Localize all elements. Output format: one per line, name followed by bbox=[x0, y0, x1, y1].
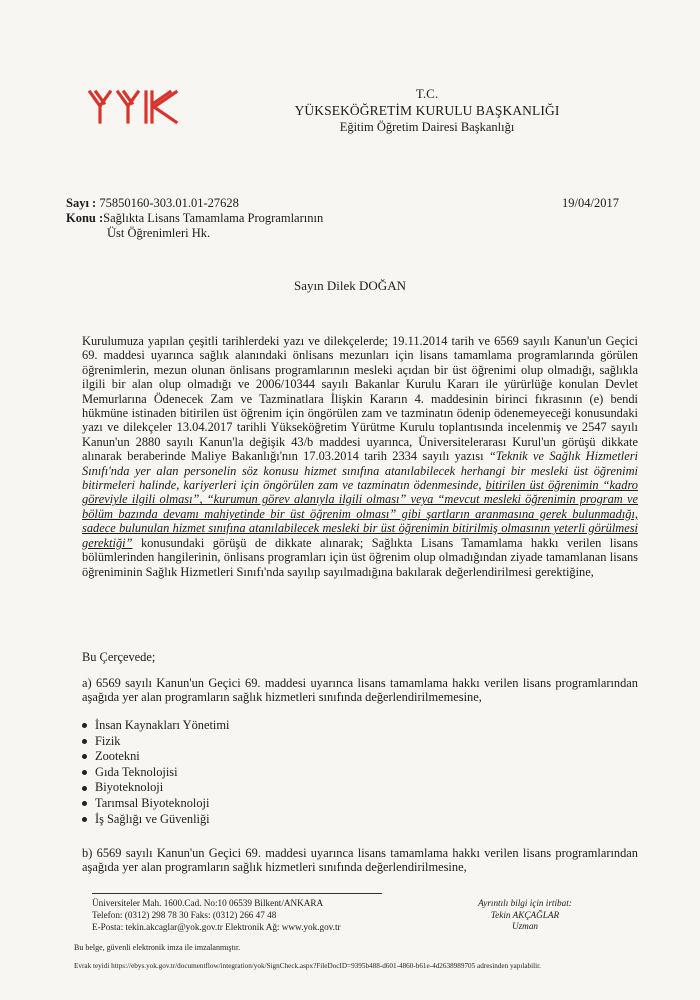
institution-name: YÜKSEKÖĞRETİM KURULU BAŞKANLIĞI bbox=[294, 103, 560, 118]
main-paragraph bbox=[82, 334, 638, 579]
footer-phone: Telefon: (0312) 298 78 30 Faks: (0312) 266 47 48 bbox=[92, 910, 277, 920]
department-name: Eğitim Öğretim Dairesi Başkanlığı bbox=[339, 120, 515, 134]
contact-role: Uzman bbox=[511, 921, 539, 931]
list-item: İnsan Kaynakları Yönetimi bbox=[82, 718, 229, 734]
document-date: 19/04/2017 bbox=[562, 196, 619, 210]
footer-divider bbox=[92, 893, 382, 894]
konu-line-2: Üst Öğrenimleri Hk. bbox=[107, 226, 211, 240]
salutation: Sayın Dilek DOĞAN bbox=[294, 278, 406, 293]
cerceve-heading: Bu Çerçevede; bbox=[82, 650, 156, 664]
yok-logo-icon bbox=[88, 88, 180, 124]
paragraph-b: b) 6569 sayılı Kanun'un Geçici 69. maddesi uyarınca lisans tamamlama hakkı verilen lisans programlarından aşağıda yer alan programların sağlık hizmetleri sınıfında değerlendirilmesine, bbox=[82, 846, 638, 875]
list-item: Biyoteknoloji bbox=[82, 780, 229, 796]
contact-title: Ayrıntılı bilgi için irtibat: bbox=[478, 898, 572, 908]
paragraph-a: a) 6569 sayılı Kanun'un Geçici 69. maddesi uyarınca lisans tamamlama hakkı verilen lisans programlarından aşağıda yer alan programların sağlık hizmetleri sınıfında değerlendirilmemesine, bbox=[82, 676, 638, 705]
body-quote-underlined: bitirilen üst öğrenimin “kadro göreviyle ilgili olması”, “kurumun görev alanıyla ilgili olması” veya “mevcut mesleki öğrenimin program ve bölüm bazında devamı mahiyetinde bir üst öğrenim olması” gibi şartların aranmasına gerek bulunmadığı, sadece bulunulan hizmet sınıfına atanılabilecek mesleki bir üst öğrenimin bitirilmiş olmasının yeterli görülmesi gerektiği” bbox=[82, 478, 638, 550]
list-item: Gıda Teknolojisi bbox=[82, 765, 229, 781]
list-item: Tarımsal Biyoteknoloji bbox=[82, 796, 229, 812]
konu-line-1: Sağlıkta Lisans Tamamlama Programlarının bbox=[103, 211, 324, 225]
konu-label: Konu : bbox=[66, 211, 104, 225]
contact-name: Tekin AKÇAĞLAR bbox=[490, 909, 560, 920]
bullet-icon bbox=[82, 801, 87, 806]
header-tc: T.C. bbox=[415, 86, 439, 101]
sayi-value: 75850160-303.01.01-27628 bbox=[99, 196, 239, 210]
bullet-icon bbox=[82, 754, 87, 759]
bullet-icon bbox=[82, 786, 87, 791]
body-segment-1: Kurulumuza yapılan çeşitli tarihlerdeki yazı ve dilekçelerde; 19.11.2014 tarih ve 6569 sayılı Kanun'un Geçici 69. maddesi uyarınca sağlık alanındaki önlisans mezunları için lisans tamamlama programlarında görülen öğrenimlerin, mezun olunan önlisans programlarının mesleki açıdan bir üst öğrenimi olup olmadığı, sağlıkla ilgili bir alan olup olmadığı ve 2006/10344 sayılı Bakanlar Kurulu Kararı ile yürürlüğe konulan Devlet Memurlarına Ödenecek Zam ve Tazminatlara İlişkin Kararın 4. maddesinin birinci fıkrasının (e) bendi hükmüne istinaden bitirilen üst öğrenim için öngörülen zam ve tazminatın ödenip ödenemeyeceği konusundaki yazı ve dilekçeler 13.04.2017 tarihli Yükseköğretim Yürütme Kurulu toplantısında incelenmiş ve 2547 sayılı Kanun'un 2880 sayılı Kanun'la değişik 43/b maddesi uyarınca, Üniversitelerarası Kurul'un görüşü dikkate alınarak beraberinde Maliye Bakanlığı'nın 17.03.2014 tarih 2334 sayılı yazısı bbox=[82, 334, 638, 464]
letterhead bbox=[262, 86, 592, 135]
program-list bbox=[82, 718, 229, 827]
document-meta bbox=[66, 196, 486, 241]
e-signature-note: Bu belge, güvenli elektronik imza ile imzalanmıştır. bbox=[74, 943, 241, 952]
body-quote-italic: “Teknik ve Sağlık Hizmetleri Sınıfı'nda yer alan personelin söz konusu hizmet sınıfına atanılabilecek herhangi bir mesleki üst öğrenimi bitirmeleri halinde, kariyerleri için öngörülen zam ve tazminatın ödenmesinde, bbox=[82, 449, 638, 493]
verification-link[interactable]: Evrak teyidi https://ebys.yok.gov.tr/documentflow/integration/yok/SignCheck.aspx?FileDocID=9395b488-d601-4860-b61e-4d2638989705 adresinden yapılabilir. bbox=[74, 962, 541, 970]
bullet-icon bbox=[82, 817, 87, 822]
footer-address: Üniversiteler Mah. 1600.Cad. No:10 06539 Bilkent/ANKARA bbox=[92, 898, 324, 908]
list-item: Fizik bbox=[82, 734, 229, 750]
list-item: İş Sağlığı ve Güvenliği bbox=[82, 812, 229, 828]
footer-email: E-Posta: tekin.akcaglar@yok.gov.tr Elektronik Ağ: www.yok.gov.tr bbox=[92, 922, 341, 932]
bullet-icon bbox=[82, 739, 87, 744]
bullet-icon bbox=[82, 723, 87, 728]
footer-address-block bbox=[92, 897, 412, 933]
bullet-icon bbox=[82, 770, 87, 775]
footer-contact bbox=[470, 898, 580, 933]
body-segment-4: konusundaki görüşü de dikkate alınarak; Sağlıkta Lisans Tamamlama hakkı verilen lisans bölümlerinden hangilerinin, önlisans programları için üst öğrenim olup olmadığından ziyade tamamlanan lisans öğreniminin Sağlık Hizmetleri Sınıfı'nda sayılıp sayılmadığına bakılarak değerlendirilmesi gerektiğine, bbox=[82, 535, 638, 579]
sayi-label: Sayı : bbox=[66, 196, 97, 210]
list-item: Zootekni bbox=[82, 749, 229, 765]
